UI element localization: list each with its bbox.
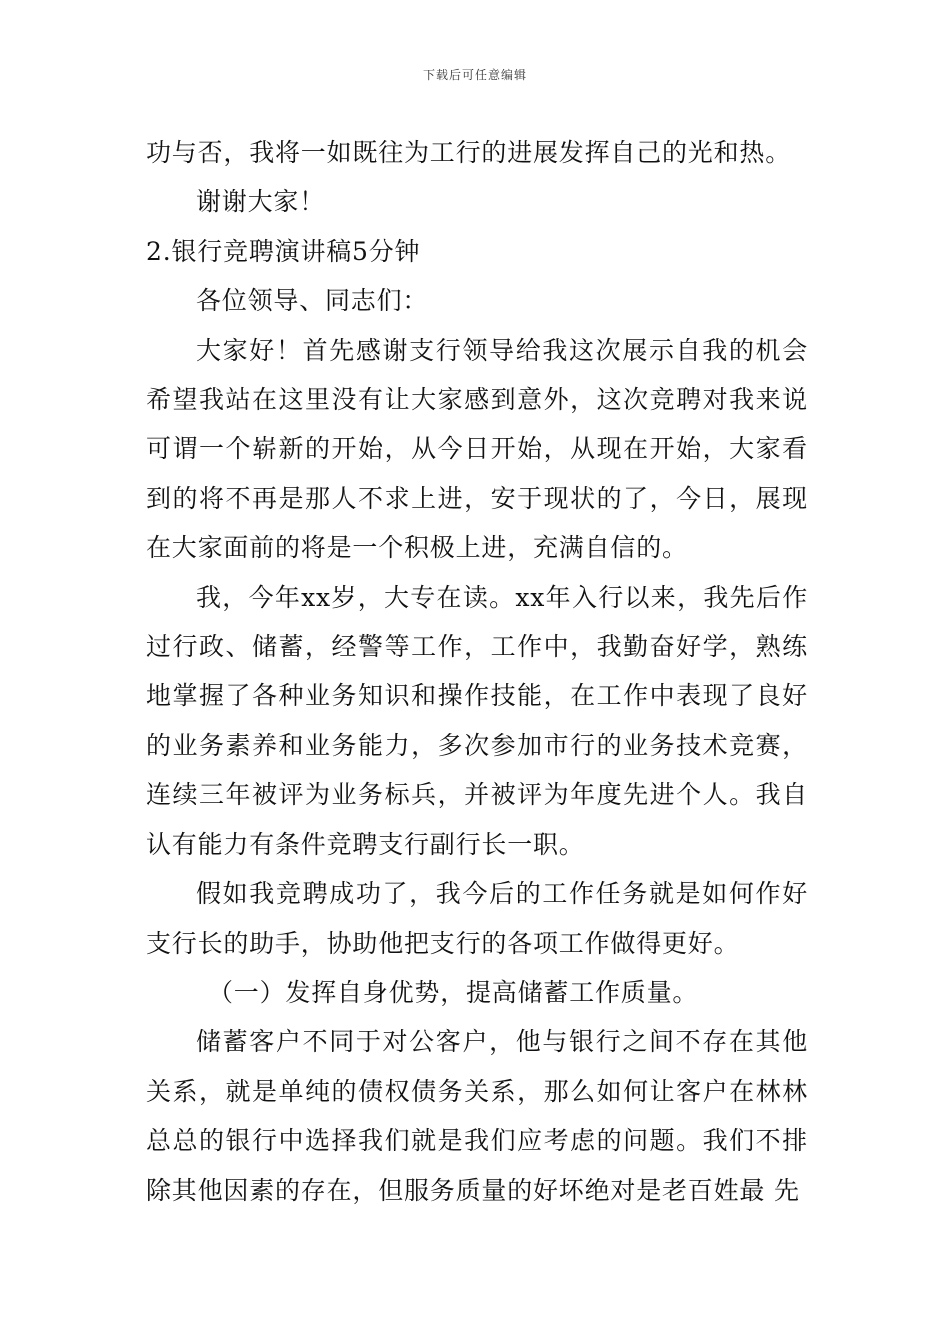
subheading-one: （一）发挥自身优势，提高储蓄工作质量。: [208, 977, 699, 1007]
section-heading: 2.银行竞聘演讲稿5分钟: [146, 236, 421, 266]
page-header-note: 下载后可任意编辑: [422, 68, 527, 82]
paragraph-savings: 储蓄客户不同于对公客户，他与银行之间不存在其他关系，就是单纯的债权债务关系，那么如何让客户在林林总总的银行中选择我们就是我们应考虑的问题。我们不排除其他因素的存在，但服务质量的好坏绝对是老百姓最 先: [146, 1027, 808, 1205]
paragraph-self-intro: 我，今年xx岁，大专在读。xx年入行以来，我先后作过行政、储蓄，经警等工作，工作中，我勤奋好学，熟练地掌握了各种业务知识和操作技能，在工作中表现了良好的业务素养和业务能力，多次参加市行的业务技术竞赛，连续三年被评为业务标兵，并被评为年度先进个人。我自认有能力有条件竞聘支行副行长一职。: [146, 582, 808, 859]
paragraph-plan: 假如我竞聘成功了，我今后的工作任务就是如何作好支行长的助手，协助他把支行的各项工作做得更好。: [146, 879, 808, 958]
paragraph-salutation: 各位领导、同志们：: [196, 286, 429, 316]
document-body: [146, 128, 808, 1215]
paragraph-greeting: 大家好！首先感谢支行领导给我这次展示自我的机会希望我站在这里没有让大家感到意外，这次竞聘对我来说可谓一个崭新的开始，从今日开始，从现在开始，大家看到的将不再是那人不求上进，安于现状的了，今日，展现在大家面前的将是一个积极上进，充满自信的。: [146, 335, 808, 563]
paragraph-continuation: 功与否，我将一如既往为工行的进展发挥自己的光和热。: [146, 138, 792, 167]
paragraph-thanks: 谢谢大家！: [196, 187, 326, 217]
